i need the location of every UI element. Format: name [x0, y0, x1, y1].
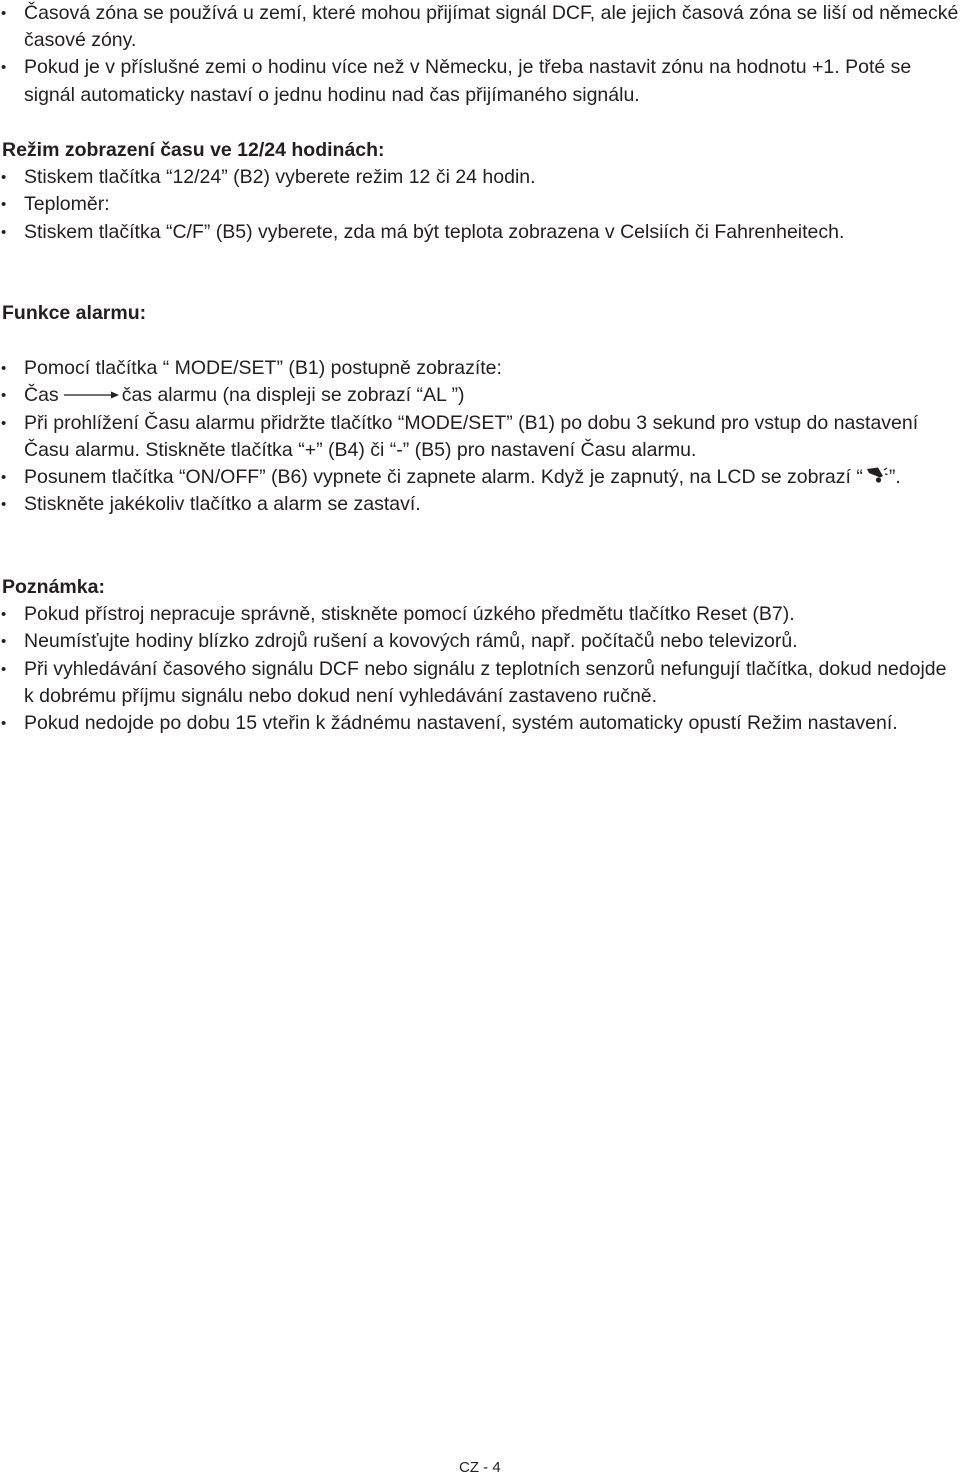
alarm-switch-text-end: ”.: [888, 466, 901, 489]
alarm-switch-text: Posunem tlačítka “ON/OFF” (B6) vypnete či zapnete alarm. Když je zapnutý, na LCD se zobrazí “: [24, 466, 863, 489]
intro-list: [0, 0, 960, 109]
note-heading: Poznámka:: [2, 576, 105, 598]
alarm-heading: Funkce alarmu:: [2, 302, 147, 324]
list-item: • Pokud je v příslušné zemi o hodinu více než v Německu, je třeba nastavit zónu na hodnotu +1. Poté se signál automaticky nastaví o jednu hodinu nad čas přijímaného signálu.: [0, 54, 960, 108]
alarm-list: [0, 355, 960, 518]
list-item: • Časová zóna se používá u zemí, které mohou přijímat signál DCF, ale jejich časová zóna se liší od německé časové zóny.: [0, 0, 960, 54]
list-item: • Při vyhledávání časového signálu DCF nebo signálu z teplotních senzorů nefungují tlačítka, dokud nedojde k dobrému příjmu signálu nebo dokud není vyhledávání zastaveno ručně.: [0, 656, 960, 710]
note-list: [0, 601, 960, 737]
alarm-time-label: čas alarmu (na displeji se zobrazí “AL ”): [121, 384, 465, 407]
list-item: • Teploměr:: [0, 191, 960, 218]
list-item: • Stiskněte jakékoliv tlačítko a alarm se zastaví.: [0, 491, 960, 518]
list-item: • Pokud přístroj nepracuje správně, stiskněte pomocí úzkého předmětu tlačítko Reset (B7).: [0, 601, 960, 628]
right-arrow-icon: [62, 389, 120, 399]
page-number: CZ - 4: [459, 1459, 501, 1476]
list-item: • Pokud nedojde po dobu 15 vteřin k žádnému nastavení, systém automaticky opustí Režim nastavení.: [0, 710, 960, 737]
list-item: • Neumísťujte hodiny blízko zdrojů rušení a kovových rámů, např. počítačů nebo televizorů.: [0, 628, 960, 655]
list-item: [0, 382, 960, 409]
note-section: [0, 574, 960, 737]
alarm-section: [0, 300, 960, 518]
time-mode-heading: Režim zobrazení času ve 12/24 hodinách:: [2, 139, 385, 161]
time-mode-section: [0, 137, 960, 246]
list-item: • Při prohlížení Času alarmu přidržte tlačítko “MODE/SET” (B1) po dobu 3 sekund pro vstup do nastavení Času alarmu. Stiskněte tlačítka “+” (B4) či “-” (B5) pro nastavení Času alarmu.: [0, 410, 960, 464]
alarm-bell-icon: [864, 466, 888, 484]
list-item: • Stiskem tlačítka “12/24” (B2) vyberete režim 12 či 24 hodin.: [0, 164, 960, 191]
time-label: Čas: [24, 384, 59, 407]
list-item: [0, 464, 960, 491]
list-item: • Pomocí tlačítka “ MODE/SET” (B1) postupně zobrazíte:: [0, 355, 960, 382]
time-mode-list: [0, 164, 960, 246]
list-item: • Stiskem tlačítka “C/F” (B5) vyberete, zda má být teplota zobrazena v Celsiích či Fahrenheitech.: [0, 219, 960, 246]
